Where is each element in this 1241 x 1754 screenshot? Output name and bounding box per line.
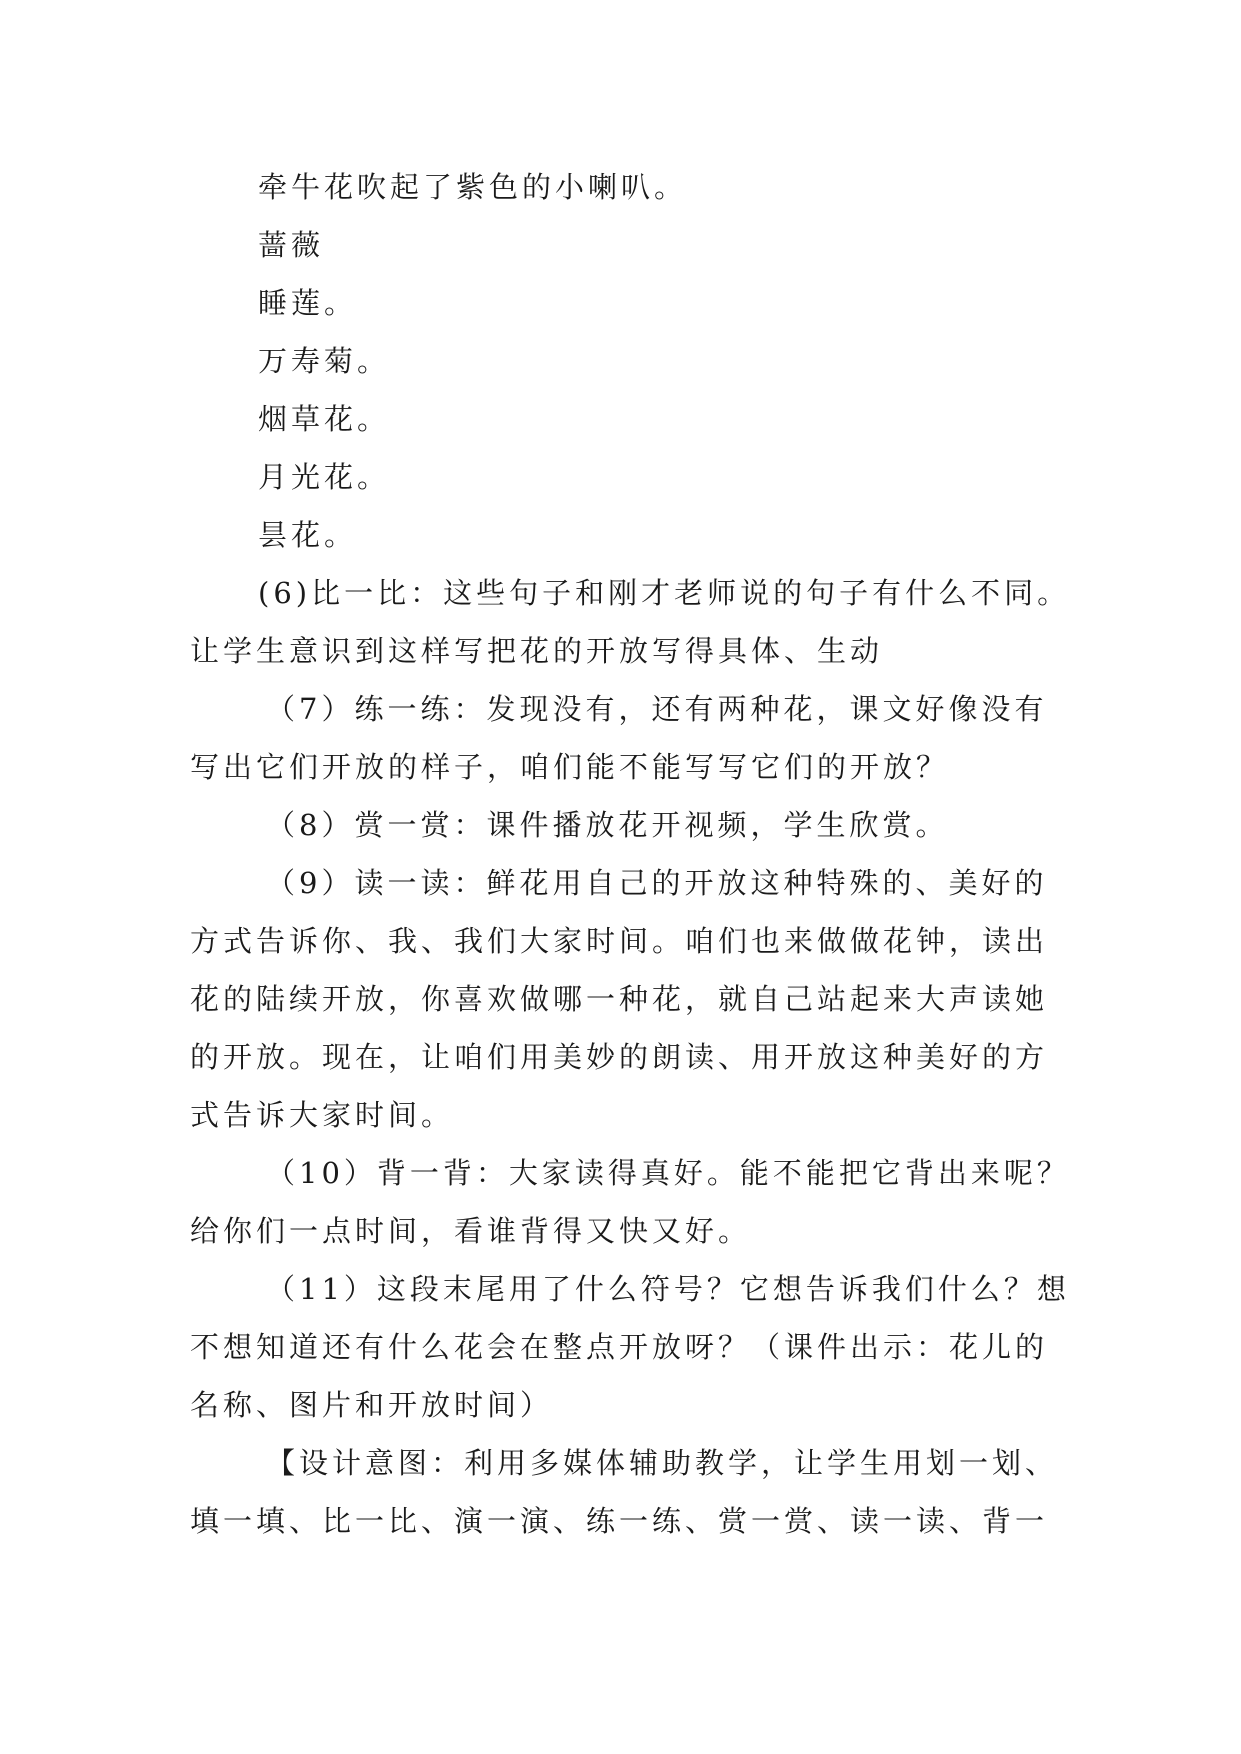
paragraph-line: （11）这段末尾用了什么符号？它想告诉我们什么？想	[266, 1272, 1070, 1306]
paragraph-line: 让学生意识到这样写把花的开放写得具体、生动	[190, 634, 884, 668]
text-line: 万寿菊。	[258, 344, 391, 378]
text-line: 昙花。	[258, 518, 358, 552]
paragraph-line: 填一填、比一比、演一演、练一练、赏一赏、读一读、背一	[190, 1504, 1049, 1538]
paragraph-line: 花的陆续开放，你喜欢做哪一种花，就自己站起来大声读她	[190, 982, 1049, 1016]
paragraph-line: 式告诉大家时间。	[190, 1098, 455, 1132]
paragraph-line: 方式告诉你、我、我们大家时间。咱们也来做做花钟，读出	[190, 924, 1049, 958]
text-line: 月光花。	[258, 460, 391, 494]
document-body	[190, 158, 1070, 1550]
text-line: 烟草花。	[258, 402, 391, 436]
paragraph-line: 名称、图片和开放时间）	[190, 1388, 554, 1422]
paragraph-line: 不想知道还有什么花会在整点开放呀？（课件出示：花儿的	[190, 1330, 1049, 1364]
text-line: 睡莲。	[258, 286, 358, 320]
paragraph-line: 给你们一点时间，看谁背得又快又好。	[190, 1214, 752, 1248]
paragraph-line: （7）练一练：发现没有，还有两种花，课文好像没有	[266, 692, 1048, 726]
paragraph-line: （8）赏一赏：课件播放花开视频，学生欣赏。	[266, 808, 949, 842]
paragraph-line: 写出它们开放的样子，咱们能不能写写它们的开放？	[190, 750, 950, 784]
text-line: 蔷薇	[258, 228, 325, 262]
paragraph-line: (6)比一比：这些句子和刚才老师说的句子有什么不同。	[258, 576, 1071, 610]
paragraph-line: 的开放。现在，让咱们用美妙的朗读、用开放这种美好的方	[190, 1040, 1049, 1074]
paragraph-line: （9）读一读：鲜花用自己的开放这种特殊的、美好的	[266, 866, 1048, 900]
text-line: 牵牛花吹起了紫色的小喇叭。	[258, 170, 688, 204]
paragraph-line: （10）背一背：大家读得真好。能不能把它背出来呢？	[266, 1156, 1070, 1190]
paragraph-line: 【设计意图：利用多媒体辅助教学，让学生用划一划、	[266, 1446, 1059, 1480]
